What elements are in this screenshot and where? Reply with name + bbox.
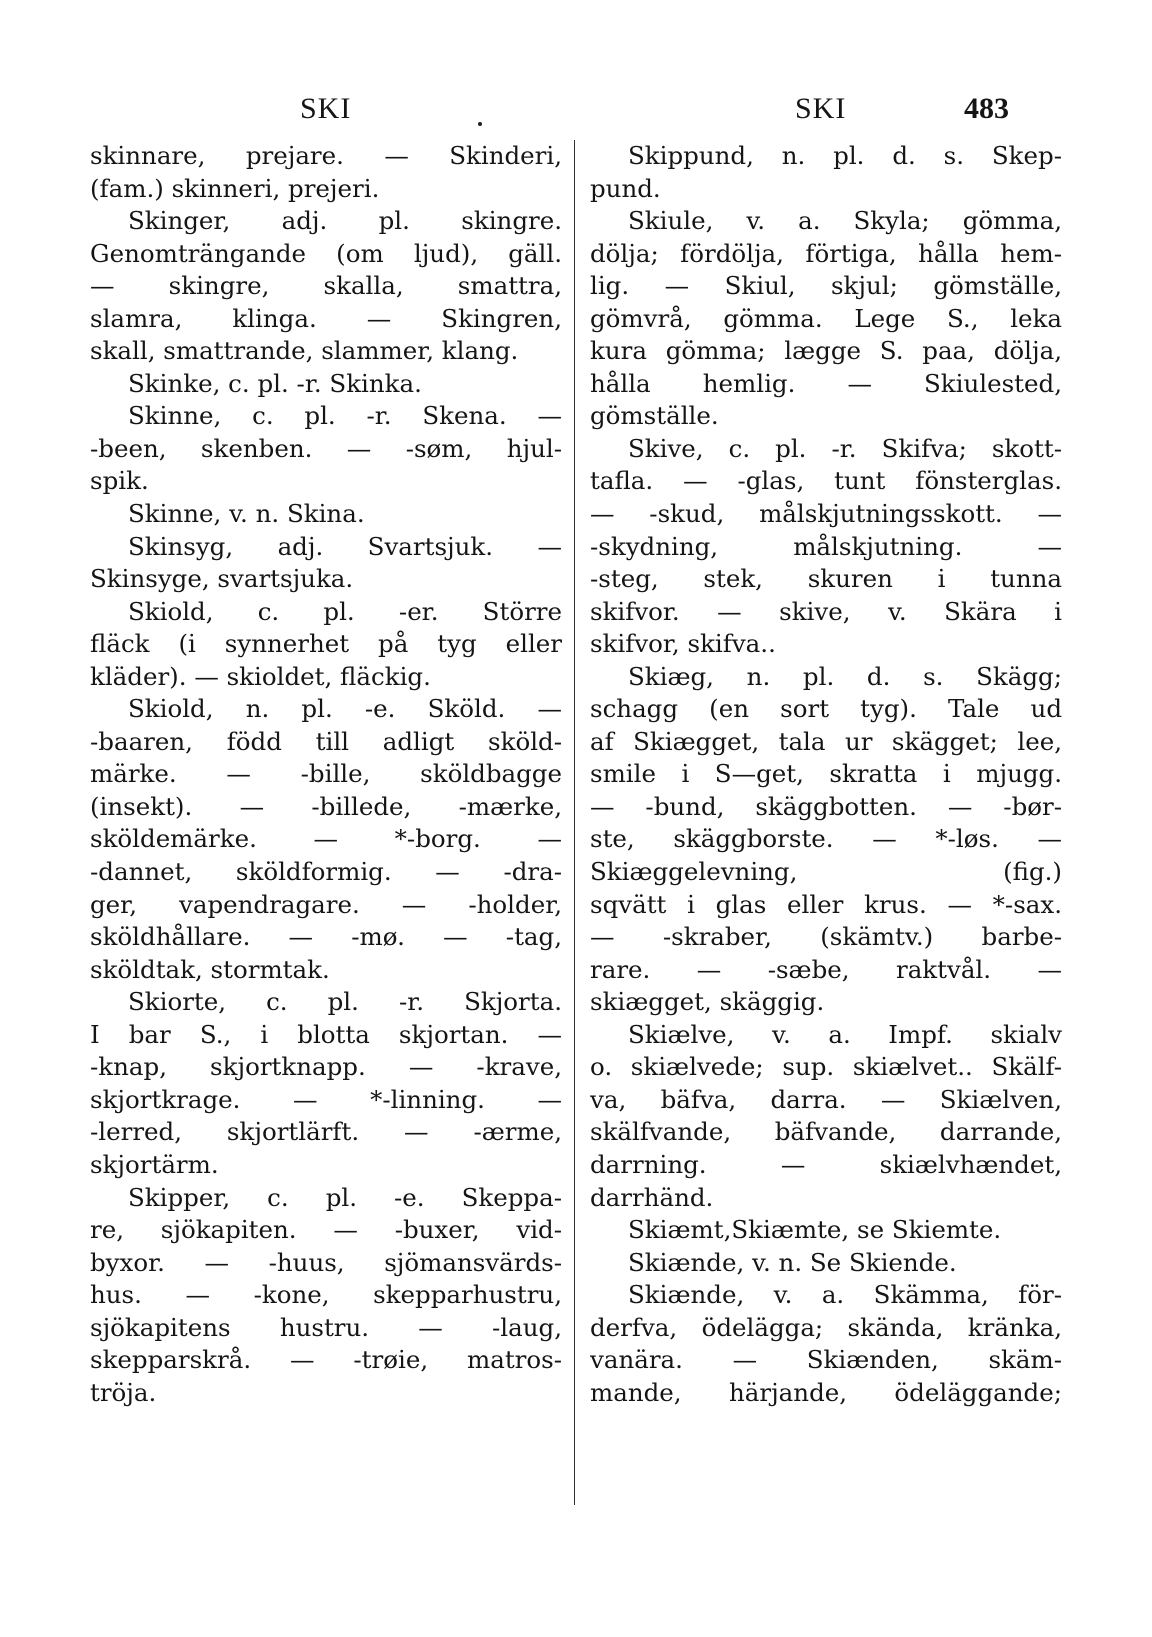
dictionary-line: sqvätt i glas eller krus. — *-sax. xyxy=(590,889,1062,919)
dictionary-line: (insekt). — -billede, -mærke, xyxy=(90,791,562,821)
dictionary-line: Skiænde, v. n. Se Skiende. xyxy=(628,1247,957,1277)
dictionary-line: Skiorte, c. pl. -r. Skjorta. xyxy=(128,987,562,1017)
dictionary-line: skifvor. — skive, v. Skära i xyxy=(590,596,1062,626)
dictionary-line: hus. — -kone, skepparhustru, xyxy=(90,1280,562,1310)
dictionary-line: va, bäfva, darra. — Skiælven, xyxy=(590,1084,1062,1114)
dictionary-line: — -skraber, (skämtv.) barbe- xyxy=(590,922,1062,952)
left-column xyxy=(90,140,562,1409)
dictionary-line: spik. xyxy=(90,466,149,496)
dictionary-line: darrning. — skiælvhændet, xyxy=(590,1149,1062,1179)
header-dot-mark xyxy=(478,122,482,126)
dictionary-line: pund. xyxy=(590,173,661,203)
dictionary-line: gömvrå, gömma. Lege S., leka xyxy=(590,303,1062,333)
dictionary-line: skälfvande, bäfvande, darrande, xyxy=(590,1117,1062,1147)
dictionary-line: kläder). — skioldet, fläckig. xyxy=(90,661,431,691)
dictionary-line: hålla hemlig. — Skiulested, xyxy=(590,368,1062,398)
dictionary-line: skifvor, skifva.. xyxy=(590,629,776,659)
dictionary-line: — -skud, målskjutningsskott. — xyxy=(590,499,1062,529)
column-divider xyxy=(574,140,575,1505)
dictionary-line: darrhänd. xyxy=(590,1182,714,1212)
dictionary-line: — -bund, skäggbotten. — -bør- xyxy=(590,791,1062,821)
dictionary-line: byxor. — -huus, sjömansvärds- xyxy=(90,1247,562,1277)
dictionary-line: skjortärm. xyxy=(90,1149,219,1179)
dictionary-line: smile i S—get, skratta i mjugg. xyxy=(590,759,1062,789)
dictionary-line: Skive, c. pl. -r. Skifva; skott- xyxy=(628,433,1062,463)
dictionary-line: tafla. — -glas, tunt fönsterglas. xyxy=(590,466,1062,496)
left-running-head: SKI xyxy=(300,92,352,125)
dictionary-line: o. skiælvede; sup. skiælvet.. Skälf- xyxy=(590,1052,1062,1082)
dictionary-line: I bar S., i blotta skjortan. — xyxy=(90,1019,562,1049)
dictionary-line: — skingre, skalla, smattra, xyxy=(90,271,562,301)
dictionary-line: tröja. xyxy=(90,1377,157,1407)
dictionary-line: Skiæmt,Skiæmte, se Skiemte. xyxy=(628,1215,1002,1245)
dictionary-line: slamra, klinga. — Skingren, xyxy=(90,303,562,333)
dictionary-line: vanära. — Skiænden, skäm- xyxy=(590,1345,1062,1375)
dictionary-line: sköldtak, stormtak. xyxy=(90,954,330,984)
dictionary-line: Skinsyge, svartsjuka. xyxy=(90,564,354,594)
dictionary-line: fläck (i synnerhet på tyg eller xyxy=(90,629,562,659)
dictionary-line: Skippund, n. pl. d. s. Skep- xyxy=(628,141,1062,170)
right-running-head: SKI xyxy=(795,92,847,125)
dictionary-line: dölja; fördölja, förtiga, hålla hem- xyxy=(590,238,1062,268)
dictionary-line: Skiænde, v. a. Skämma, för- xyxy=(628,1280,1062,1310)
dictionary-line: ste, skäggborste. — *-løs. — xyxy=(590,824,1062,854)
dictionary-line: Skiold, n. pl. -e. Sköld. — xyxy=(128,694,562,724)
dictionary-line: skepparskrå. — -trøie, matros- xyxy=(90,1345,562,1375)
dictionary-line: -knap, skjortknapp. — -krave, xyxy=(90,1052,562,1082)
dictionary-line: Skinke, c. pl. -r. Skinka. xyxy=(128,368,422,398)
dictionary-line: Skiælve, v. a. Impf. skialv xyxy=(628,1019,1062,1049)
dictionary-line: mande, härjande, ödeläggande; xyxy=(590,1377,1062,1407)
dictionary-line: Skinne, c. pl. -r. Skena. — xyxy=(128,401,562,431)
dictionary-line: derfva, ödelägga; skända, kränka, xyxy=(590,1312,1062,1342)
page-number: 483 xyxy=(964,92,1009,125)
dictionary-line: sjökapitens hustru. — -laug, xyxy=(90,1312,562,1342)
dictionary-line: skjortkrage. — *-linning. — xyxy=(90,1084,562,1114)
dictionary-line: -skydning, målskjutning. — xyxy=(590,531,1062,561)
dictionary-line: re, sjökapiten. — -buxer, vid- xyxy=(90,1215,562,1245)
dictionary-line: sköldhållare. — -mø. — -tag, xyxy=(90,922,562,952)
dictionary-line: (fam.) skinneri, prejeri. xyxy=(90,173,380,203)
dictionary-line: -been, skenben. — -søm, hjul- xyxy=(90,433,562,463)
dictionary-line: schagg (en sort tyg). Tale ud xyxy=(590,694,1062,724)
dictionary-line: Skipper, c. pl. -e. Skeppa- xyxy=(128,1182,562,1212)
dictionary-line: -lerred, skjortlärft. — -ærme, xyxy=(90,1117,562,1147)
dictionary-line: Skiæg, n. pl. d. s. Skägg; xyxy=(628,661,1062,691)
dictionary-line: rare. — -sæbe, raktvål. — xyxy=(590,954,1062,984)
dictionary-line: gömställe. xyxy=(590,401,719,431)
dictionary-line: ger, vapendragare. — -holder, xyxy=(90,889,562,919)
dictionary-line: Skiule, v. a. Skyla; gömma, xyxy=(628,206,1062,236)
right-column xyxy=(590,140,1062,1409)
dictionary-line: -baaren, född till adligt sköld- xyxy=(90,726,562,756)
dictionary-line: af Skiægget, tala ur skägget; lee, xyxy=(590,726,1062,756)
dictionary-line: Skinne, v. n. Skina. xyxy=(128,499,365,529)
dictionary-line: sköldemärke. — *-borg. — xyxy=(90,824,562,854)
dictionary-line: skiægget, skäggig. xyxy=(590,987,825,1017)
dictionary-line: Skiæggelevning, (fig.) xyxy=(590,857,1062,887)
dictionary-line: Genomträngande (om ljud), gäll. xyxy=(90,238,562,268)
dictionary-line: märke. — -bille, sköldbagge xyxy=(90,759,562,789)
dictionary-line: skall, smattrande, slammer, klang. xyxy=(90,336,519,366)
dictionary-line: Skiold, c. pl. -er. Större xyxy=(128,596,562,626)
dictionary-line: skinnare, prejare. — Skinderi, xyxy=(90,141,562,170)
dictionary-line: -dannet, sköldformig. — -dra- xyxy=(90,857,562,887)
dictionary-line: kura gömma; lægge S. paa, dölja, xyxy=(590,336,1062,366)
dictionary-line: lig. — Skiul, skjul; gömställe, xyxy=(590,271,1062,301)
dictionary-line: Skinger, adj. pl. skingre. xyxy=(128,206,562,236)
dictionary-line: Skinsyg, adj. Svartsjuk. — xyxy=(128,531,562,561)
dictionary-line: -steg, stek, skuren i tunna xyxy=(590,564,1062,594)
